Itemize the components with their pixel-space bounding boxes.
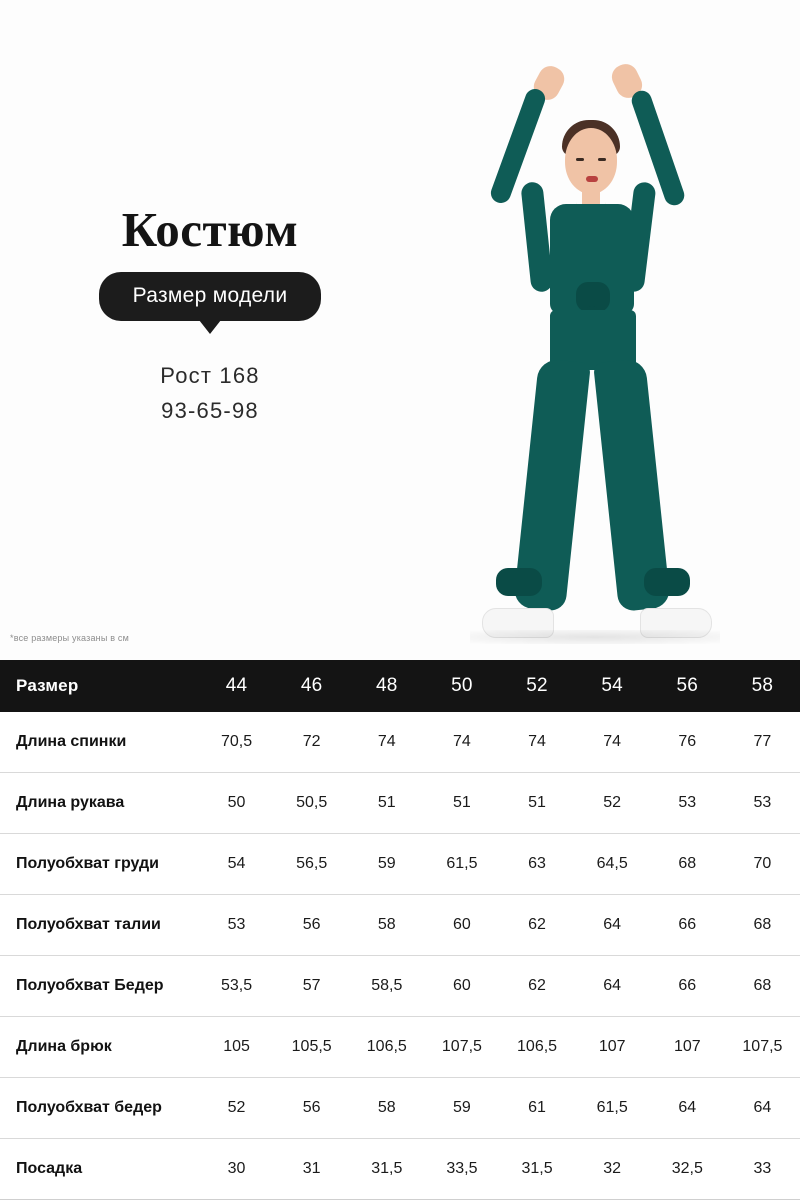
measure-value: 50,5 [274,773,349,834]
measure-value: 105 [199,1017,274,1078]
measure-value: 74 [500,712,575,773]
hero-text-block [0,202,420,424]
table-row [0,1078,800,1139]
model-height: Рост 168 [160,363,260,388]
measure-value: 107 [575,1017,650,1078]
measure-value: 50 [199,773,274,834]
size-column-56: 56 [650,660,725,712]
measure-value: 66 [650,956,725,1017]
size-column-48: 48 [349,660,424,712]
trouser-left-cuff [496,568,542,596]
measure-value: 68 [725,956,800,1017]
measure-value: 107 [650,1017,725,1078]
measure-value: 56,5 [274,834,349,895]
trouser-right-cuff [644,568,690,596]
measure-value: 32,5 [650,1139,725,1200]
badge-pointer-icon [199,320,221,334]
model-size-badge-label: Размер модели [99,272,322,321]
measure-value: 59 [349,834,424,895]
measure-label: Посадка [0,1139,199,1200]
measure-value: 74 [575,712,650,773]
measure-label: Длина брюк [0,1017,199,1078]
measure-value: 31,5 [500,1139,575,1200]
table-row [0,712,800,773]
measure-value: 66 [650,895,725,956]
measure-value: 64 [725,1078,800,1139]
measure-value: 77 [725,712,800,773]
measure-value: 51 [349,773,424,834]
left-sleeve-lower [520,181,553,293]
size-table-header-row [0,660,800,712]
measure-value: 59 [424,1078,499,1139]
measure-value: 33,5 [424,1139,499,1200]
size-column-50: 50 [424,660,499,712]
measure-value: 31,5 [349,1139,424,1200]
measure-value: 31 [274,1139,349,1200]
size-column-58: 58 [725,660,800,712]
model-measurements: 93-65-98 [161,398,259,423]
measure-value: 56 [274,895,349,956]
measure-value: 51 [500,773,575,834]
size-column-44: 44 [199,660,274,712]
table-row [0,895,800,956]
page-title: Костюм [121,202,299,257]
measure-value: 105,5 [274,1017,349,1078]
measure-value: 53 [725,773,800,834]
measure-value: 60 [424,895,499,956]
table-row [0,1139,800,1200]
measure-value: 33 [725,1139,800,1200]
measure-value: 51 [424,773,499,834]
measure-value: 58 [349,1078,424,1139]
table-row [0,956,800,1017]
size-column-52: 52 [500,660,575,712]
measure-label: Длина рукава [0,773,199,834]
size-column-46: 46 [274,660,349,712]
measure-value: 64,5 [575,834,650,895]
measure-value: 61 [500,1078,575,1139]
measure-value: 30 [199,1139,274,1200]
measure-value: 60 [424,956,499,1017]
measure-label: Полуобхват груди [0,834,199,895]
measure-value: 62 [500,895,575,956]
measure-value: 58,5 [349,956,424,1017]
table-row [0,834,800,895]
measure-value: 53 [650,773,725,834]
measure-value: 61,5 [575,1078,650,1139]
face [565,128,617,194]
model-photo [400,0,800,660]
measurement-units-note: *все размеры указаны в см [10,633,129,643]
right-eye [598,158,606,161]
measure-value: 72 [274,712,349,773]
measure-value: 68 [725,895,800,956]
measure-value: 70,5 [199,712,274,773]
measure-value: 74 [424,712,499,773]
measure-value: 107,5 [424,1017,499,1078]
floor-shadow [470,630,720,644]
measure-value: 61,5 [424,834,499,895]
lips [586,176,598,182]
measure-label: Полуобхват Бедер [0,956,199,1017]
measure-value: 52 [575,773,650,834]
measure-value: 76 [650,712,725,773]
size-table [0,660,800,1200]
size-table-corner-label: Размер [0,660,199,712]
model-size-badge [99,272,322,321]
measure-value: 53,5 [199,956,274,1017]
measure-value: 53 [199,895,274,956]
measure-value: 63 [500,834,575,895]
measure-value: 58 [349,895,424,956]
measure-value: 32 [575,1139,650,1200]
measure-label: Полуобхват талии [0,895,199,956]
measure-value: 106,5 [349,1017,424,1078]
measure-label: Длина спинки [0,712,199,773]
size-column-54: 54 [575,660,650,712]
measure-value: 64 [650,1078,725,1139]
measure-value: 68 [650,834,725,895]
measure-value: 62 [500,956,575,1017]
measure-value: 54 [199,834,274,895]
measure-value: 70 [725,834,800,895]
left-eye [576,158,584,161]
size-table-section [0,660,800,1200]
measure-value: 107,5 [725,1017,800,1078]
measure-value: 64 [575,956,650,1017]
measure-label: Полуобхват бедер [0,1078,199,1139]
table-row [0,1017,800,1078]
measure-value: 74 [349,712,424,773]
table-row [0,773,800,834]
measure-value: 57 [274,956,349,1017]
measure-value: 106,5 [500,1017,575,1078]
measure-value: 56 [274,1078,349,1139]
measure-value: 52 [199,1078,274,1139]
measure-value: 64 [575,895,650,956]
